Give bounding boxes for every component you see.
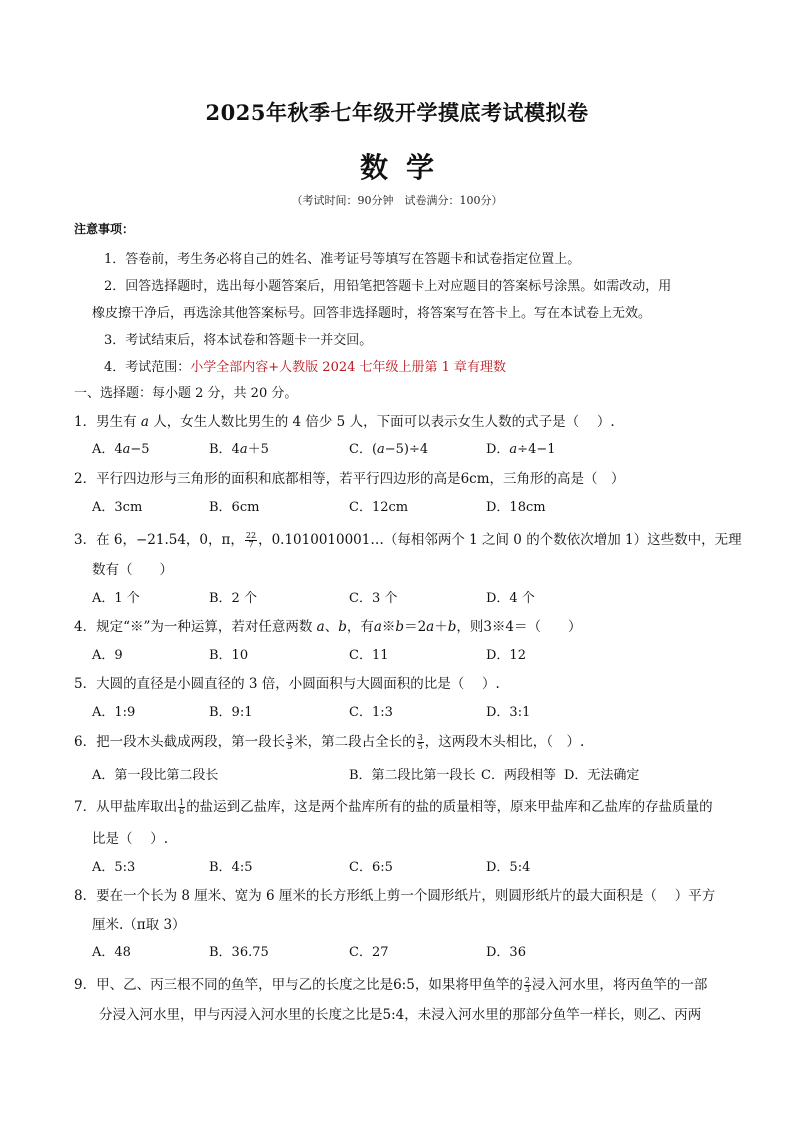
q5-option-b: B．9:1 <box>209 705 253 720</box>
q5-option-a: A．1:9 <box>92 705 136 720</box>
q6-frac2-num: 3 <box>417 733 423 742</box>
q3-option-a: A．1 个 <box>92 591 140 606</box>
notice-label: 注意事项： <box>74 222 135 236</box>
q9-stem-part-a: 9．甲、乙、丙三根不同的鱼竿，甲与乙的长度之比是6:5，如果将甲鱼竿的 <box>74 977 523 993</box>
q9-frac-num: 2 <box>524 976 530 985</box>
q3-stem-part-a: 3．在 6，−21.54，0，π， <box>74 532 244 548</box>
q6-option-b: B．第二段比第一段长 <box>349 768 476 783</box>
q7-option-b: B．4:5 <box>209 860 253 875</box>
q8-option-d: D．36 <box>486 945 526 960</box>
q6-stem-part-c: ，这两段木头相比，（ ）. <box>424 734 585 750</box>
q4-option-b: B．10 <box>209 648 249 663</box>
question-3-stem <box>74 528 742 549</box>
question-4-stem: 4．规定“※”为一种运算，若对任意两数 𝑎、𝑏，有𝑎※𝑏＝2𝑎＋𝑏，则3※4＝（ ） <box>74 619 582 635</box>
q4-option-c: C．11 <box>349 648 389 663</box>
q7-frac-den: 6 <box>179 807 185 816</box>
q6-stem-part-a: 6．把一段木头截成两段，第一段长 <box>74 734 286 750</box>
q3-option-c: C．3 个 <box>349 591 398 606</box>
exam-info: （考试时间：90分钟 试卷满分：100分） <box>291 194 503 207</box>
q6-frac1-num: 3 <box>287 733 293 742</box>
q2-option-a: A．3cm <box>92 500 143 515</box>
q2-option-c: C．12cm <box>349 500 409 515</box>
question-8-stem-cont: 厘米.（π取 3） <box>92 917 186 933</box>
q5-option-c: C．1:3 <box>349 705 393 720</box>
q1-option-a: A．4𝑎−5 <box>92 442 150 457</box>
q9-stem-part-b: 浸入河水里，将丙鱼竿的一部 <box>531 977 708 993</box>
q3-option-d: D．4 个 <box>486 591 535 606</box>
question-2-stem: 2．平行四边形与三角形的面积和底都相等，若平行四边形的高是6cm，三角形的高是（ ） <box>74 471 625 487</box>
q3-frac-num: 22 <box>245 531 257 540</box>
question-5-stem: 5．大圆的直径是小圆直径的 3 倍，小圆面积与大圆面积的比是（ ）. <box>74 676 500 692</box>
question-9-stem <box>74 973 707 994</box>
notice-item-3: 3．考试结束后，将本试卷和答题卡一并交回。 <box>104 333 373 348</box>
question-9-stem-cont: 分浸入河水里，甲与丙浸入河水里的长度之比是5:4，未浸入河水里的那部分鱼竿一样长，则乙、丙两 <box>99 1007 702 1023</box>
q4-option-d: D．12 <box>486 648 526 663</box>
exam-title: 2025年秋季七年级开学摸底考试模拟卷 <box>205 100 589 125</box>
notice-item-4 <box>104 356 506 375</box>
subject-title: 数学 <box>359 151 452 184</box>
q6-frac2-den: 5 <box>417 742 423 751</box>
q6-fraction-1 <box>286 734 293 751</box>
q6-stem-part-b: 米，第二段占全长的 <box>294 734 416 750</box>
q7-option-d: D．5:4 <box>486 860 531 875</box>
q3-frac-den: 7 <box>248 540 254 549</box>
q6-frac1-den: 5 <box>287 742 293 751</box>
q8-option-a: A．48 <box>92 945 131 960</box>
notice-item-4-prefix: 4．考试范围： <box>104 360 191 375</box>
q2-option-d: D．18cm <box>486 500 546 515</box>
question-7-stem <box>74 795 713 816</box>
q9-frac-den: 3 <box>524 985 530 994</box>
notice-item-1: 1．答卷前，考生务必将自己的姓名、准考证号等填写在答题卡和试卷指定位置上。 <box>104 252 581 267</box>
q7-option-a: A．5:3 <box>92 860 136 875</box>
question-3-stem-cont: 数有（ ） <box>92 562 173 578</box>
q7-frac-num: 1 <box>179 798 185 807</box>
q6-option-c: C．两段相等 <box>481 768 556 783</box>
notice-item-2-cont: 橡皮擦干净后，再选涂其他答案标号。回答非选择题时，将答案写在答卡上。写在本试卷上无效。 <box>92 306 652 321</box>
q8-option-c: C．27 <box>349 945 389 960</box>
q8-option-b: B．36.75 <box>209 945 269 960</box>
q1-option-b: B．4𝑎＋5 <box>209 442 269 457</box>
q1-option-d: D．𝑎÷4−1 <box>486 442 556 457</box>
q9-fraction <box>524 977 531 994</box>
q7-stem-part-b: 的盐运到乙盐库，这是两个盐库所有的盐的质量相等，原来甲盐库和乙盐库的存盐质量的 <box>186 799 713 815</box>
section-choice-title: 一、选择题：每小题 2 分，共 20 分。 <box>74 386 298 401</box>
question-7-stem-cont: 比是（ ）. <box>92 831 169 847</box>
q7-option-c: C．6:5 <box>349 860 393 875</box>
q2-option-b: B．6cm <box>209 500 260 515</box>
question-6-stem <box>74 730 584 751</box>
question-1-stem: 1．男生有 𝑎 人，女生人数比男生的 4 倍少 5 人，下面可以表示女生人数的式子是（ ）. <box>74 414 615 430</box>
q4-option-a: A．9 <box>92 648 123 663</box>
q6-option-d: D．无法确定 <box>564 768 640 783</box>
q5-option-d: D．3:1 <box>486 705 531 720</box>
notice-item-2: 2．回答选择题时，选出每小题答案后，用铅笔把答题卡上对应题目的答案标号涂黑。如需改动，用 <box>104 279 672 294</box>
q6-option-a: A．第一段比第二段长 <box>92 768 219 783</box>
q3-stem-part-b: ，0.1010010001…（每相邻两个 1 之间 0 的个数依次增加 1）这些数中，无理 <box>258 532 742 548</box>
question-8-stem: 8．要在一个长为 8 厘米、宽为 6 厘米的长方形纸上剪一个圆形纸片，则圆形纸片的最大面积是（ ）平方 <box>74 888 716 904</box>
q3-option-b: B．2 个 <box>209 591 257 606</box>
q1-option-c: C．(𝑎−5)÷4 <box>349 442 429 457</box>
q3-fraction <box>245 532 257 549</box>
q7-stem-part-a: 7．从甲盐库取出 <box>74 799 178 815</box>
q6-fraction-2 <box>417 734 424 751</box>
exam-scope: 小学全部内容+人教版 2024 七年级上册第 1 章有理数 <box>190 360 507 375</box>
q7-fraction <box>178 799 185 816</box>
